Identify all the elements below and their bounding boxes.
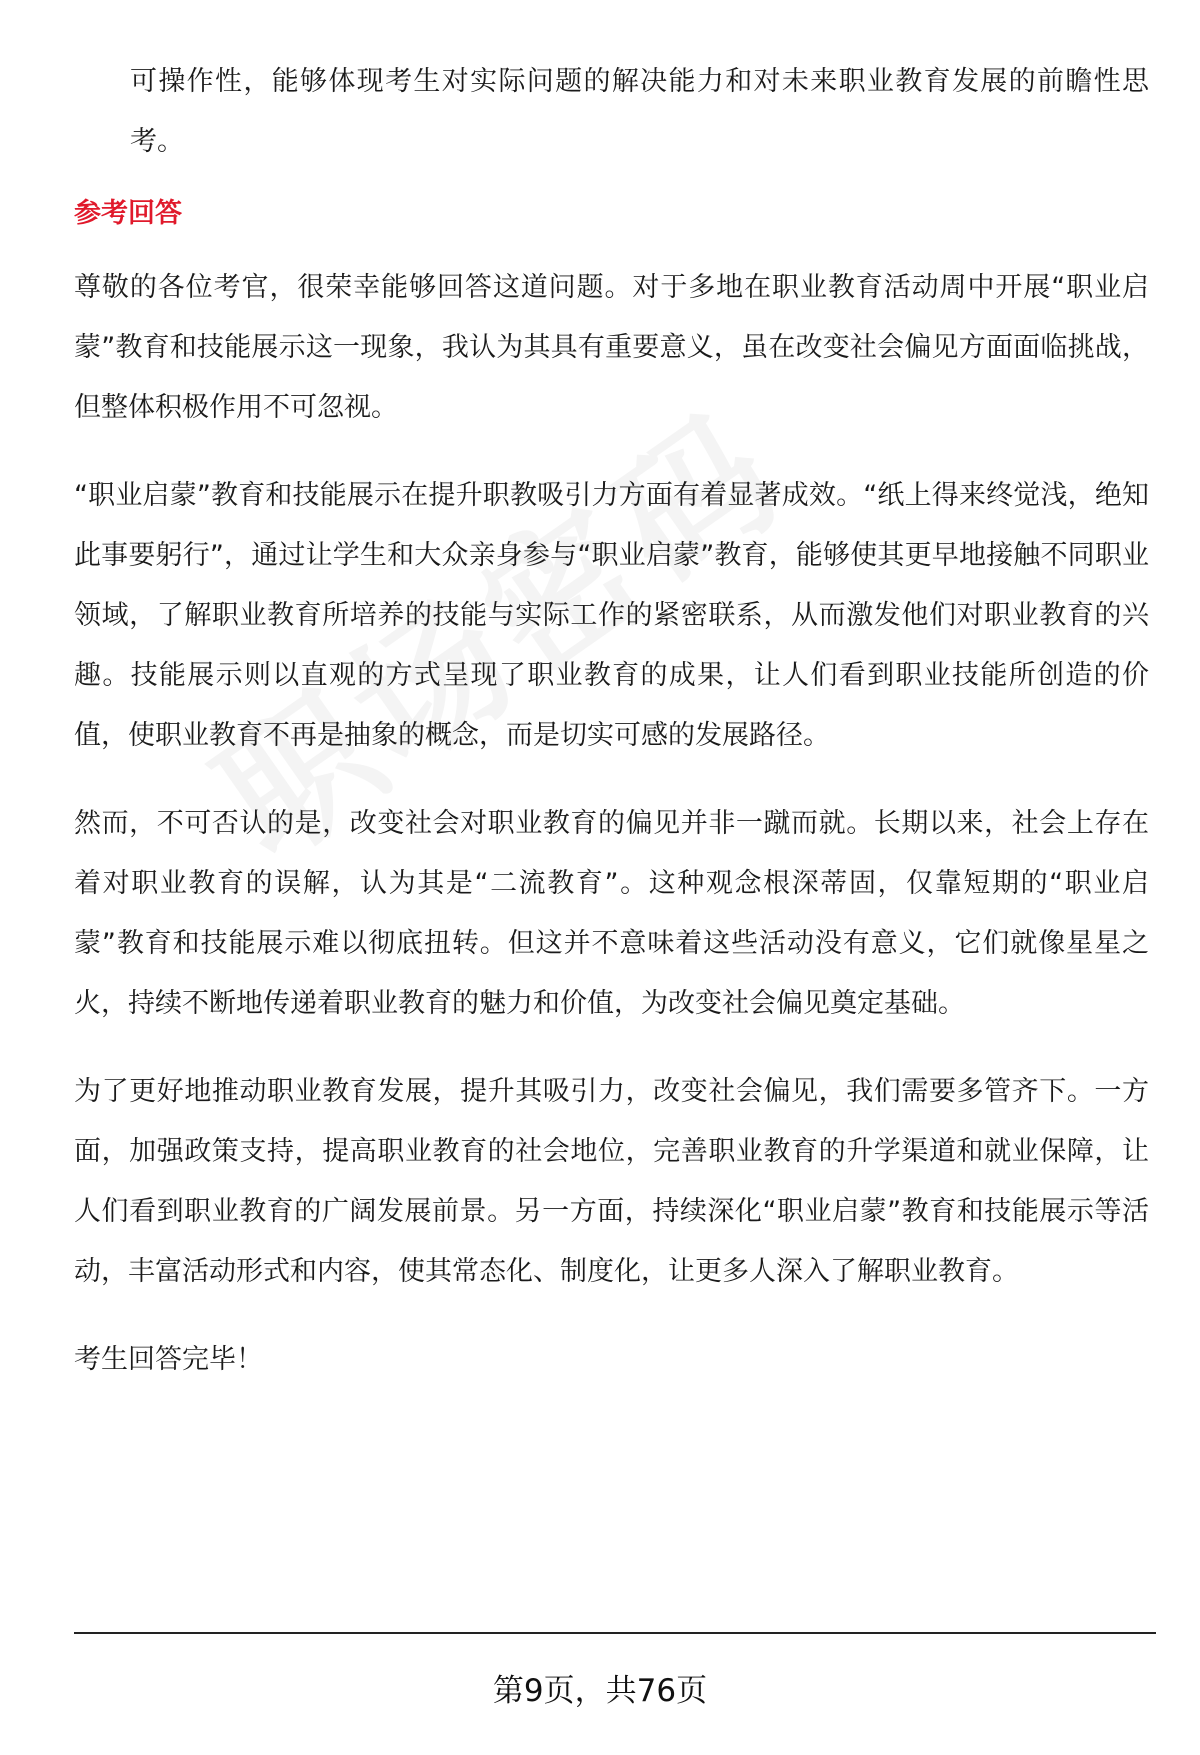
paragraph-4: 为了更好地推动职业教育发展，提升其吸引力，改变社会偏见，我们需要多管齐下。一方面，加强政策支持，提高职业教育的社会地位，完善职业教育的升学渠道和就业保障，让人们看到职业教育的广阔发展前景。另一方面，持续深化“职业启蒙”教育和技能展示等活动，丰富活动形式和内容，使其常态化、制度化，让更多人深入了解职业教育。	[74, 1076, 1149, 1287]
paragraph-2: “职业启蒙”教育和技能展示在提升职教吸引力方面有着显著成效。“纸上得来终觉浅，绝知此事要躬行”，通过让学生和大众亲身参与“职业启蒙”教育，能够使其更早地接触不同职业领域，了解职业教育所培养的技能与实际工作的紧密联系，从而激发他们对职业教育的兴趣。技能展示则以直观的方式呈现了职业教育的成果，让人们看到职业技能所创造的价值，使职业教育不再是抽象的概念，而是切实可感的发展路径。	[74, 480, 1149, 751]
page-number: 第9页，共76页	[492, 1673, 708, 1709]
footer-divider	[74, 1632, 1156, 1634]
continuation-text: 可操作性，能够体现考生对实际问题的解决能力和对未来职业教育发展的前瞻性思考。	[130, 66, 1149, 157]
document-body	[74, 52, 1149, 1390]
closing-line: 考生回答完毕！	[74, 1344, 263, 1375]
paragraph-1: 尊敬的各位考官，很荣幸能够回答这道问题。对于多地在职业教育活动周中开展“职业启蒙”教育和技能展示这一现象，我认为其具有重要意义，虽在改变社会偏见方面面临挑战，但整体积极作用不可忽视。	[74, 272, 1149, 423]
paragraph-3: 然而，不可否认的是，改变社会对职业教育的偏见并非一蹴而就。长期以来，社会上存在着对职业教育的误解，认为其是“二流教育”。这种观念根深蒂固，仅靠短期的“职业启蒙”教育和技能展示难以彻底扭转。但这并不意味着这些活动没有意义，它们就像星星之火，持续不断地传递着职业教育的魅力和价值，为改变社会偏见奠定基础。	[74, 808, 1149, 1019]
section-title: 参考回答	[74, 198, 182, 229]
